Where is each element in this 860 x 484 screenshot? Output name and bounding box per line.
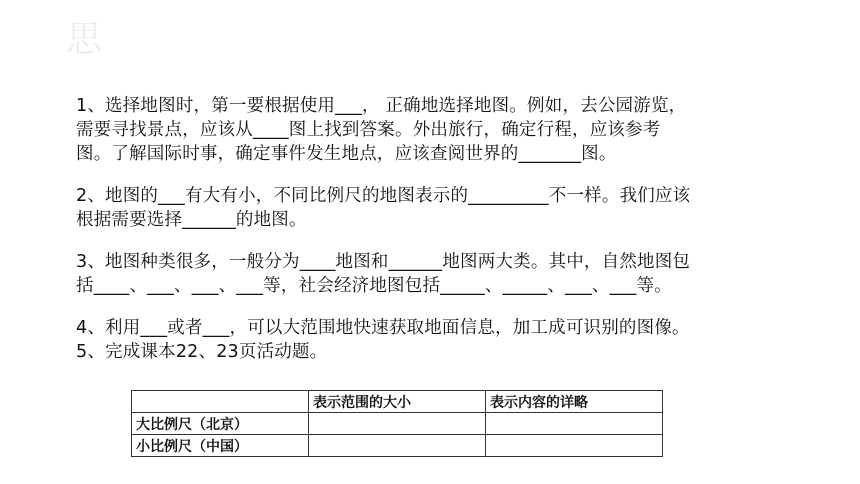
table-header-cell: 表示范围的大小 bbox=[309, 391, 486, 413]
question-4-5 bbox=[76, 316, 796, 364]
question-list bbox=[76, 94, 796, 364]
question-line: 需要寻找景点，应该从____图上找到答案。外出旅行，确定行程，应该参考 bbox=[76, 120, 661, 140]
question-3 bbox=[76, 250, 796, 298]
table-header-cell bbox=[132, 391, 309, 413]
question-2 bbox=[76, 184, 796, 232]
table-cell bbox=[486, 413, 663, 435]
question-line: 根据需要选择______的地图。 bbox=[76, 210, 307, 230]
table-row bbox=[132, 435, 663, 457]
watermark-heading: 思 bbox=[66, 19, 103, 60]
table-cell: 小比例尺（中国） bbox=[132, 435, 309, 457]
question-line: 5、完成课本22、23页活动题。 bbox=[76, 342, 328, 362]
question-line: 图。了解国际时事，确定事件发生地点，应该查阅世界的_______图。 bbox=[76, 144, 617, 164]
table-cell bbox=[309, 413, 486, 435]
table-row bbox=[132, 413, 663, 435]
table-cell bbox=[486, 435, 663, 457]
question-line: 4、利用___或者___，可以大范围地快速获取地面信息，加工成可识别的图像。 bbox=[76, 318, 690, 338]
table-cell: 大比例尺（北京） bbox=[132, 413, 309, 435]
table-cell bbox=[309, 435, 486, 457]
question-line: 2、地图的___有大有小，不同比例尺的地图表示的_________不一样。我们应该 bbox=[76, 186, 691, 206]
question-1 bbox=[76, 94, 796, 166]
question-line: 3、地图种类很多，一般分为____地图和______地图两大类。其中，自然地图包 bbox=[76, 252, 691, 272]
question-line: 1、选择地图时，第一要根据使用___， 正确地选择地图。例如，去公园游览， bbox=[76, 96, 687, 116]
scale-comparison-table bbox=[131, 390, 663, 457]
question-line: 括____、___、___、___等，社会经济地图包括_____、_____、___、___等。 bbox=[76, 276, 672, 296]
table-header-row bbox=[132, 391, 663, 413]
table-header-cell: 表示内容的详略 bbox=[486, 391, 663, 413]
